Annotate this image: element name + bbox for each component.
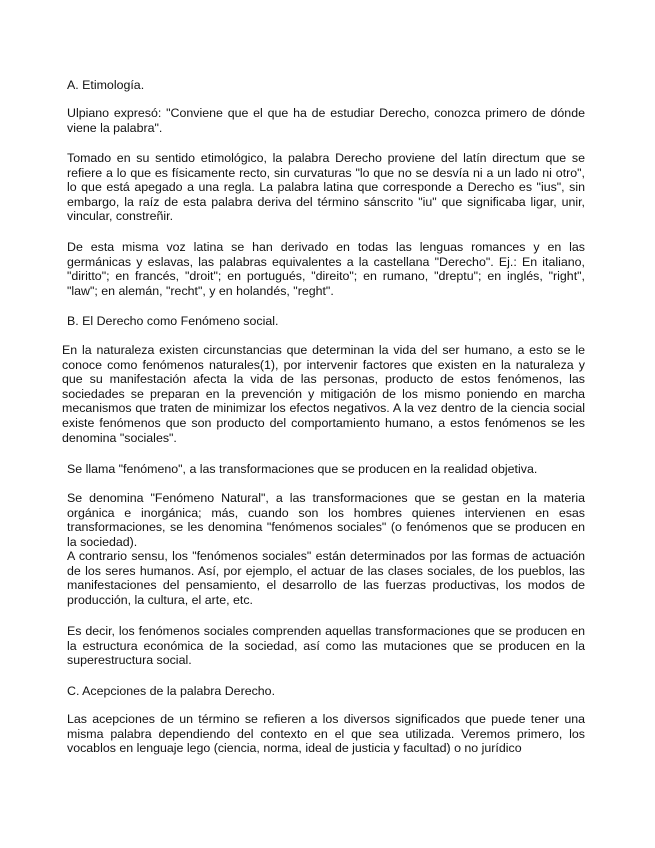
- section-c-heading: C. Acepciones de la palabra Derecho.: [67, 684, 276, 698]
- section-a-heading: A. Etimología.: [67, 78, 145, 92]
- paragraph-es-decir: Es decir, los fenómenos sociales comprenden aquellas transformaciones que se producen en la estructura económica de la sociedad, así como las mutaciones que se producen en la superestructura social.: [67, 624, 585, 668]
- paragraph-fenomeno-natural: Se denomina "Fenómeno Natural", a las transformaciones que se gestan en la materia orgánica e inorgánica; más, cuando son los hombres quienes intervienen en esas transformaciones, se les denomina "fenómenos sociales" (o fenómenos que se producen en la sociedad).: [67, 491, 585, 549]
- paragraph-fenomeno: Se llama "fenómeno", a las transformaciones que se producen en la realidad objetiva.: [67, 462, 538, 476]
- paragraph-ulpiano: Ulpiano expresó: "Conviene que el que ha de estudiar Derecho, conozca primero de dónde viene la palabra".: [67, 106, 585, 135]
- paragraph-lenguas: De esta misma voz latina se han derivado en todas las lenguas romances y en las germánicas y eslavas, las palabras equivalentes a la castellana "Derecho". Ej.: En italiano, "diritto"; en francés, "droit"; en portugués, "direito"; en rumano, "dreptu"; en inglés, "right", "law"; en alemán, "recht", y en holandés, "reght".: [67, 240, 585, 298]
- paragraph-etimologico: Tomado en su sentido etimológico, la palabra Derecho proviene del latín directum que se refiere a lo que es físicamente recto, sin curvaturas "lo que no se desvía ni a un lado ni otro", lo que está apegado a una regla. La palabra latina que corresponde a Derecho es "ius", sin embargo, la raíz de esta palabra deriva del término sánscrito "iu" que significaba ligar, unir, vincular, constreñir.: [67, 151, 585, 224]
- paragraph-naturaleza: En la naturaleza existen circunstancias que determinan la vida del ser humano, a esto se le conoce como fenómenos naturales(1), por intervenir factores que existen en la naturaleza y que su manifestación afecta la vida de las personas, producto de estos fenómenos, las sociedades se preparan en la prevención y mitigación de los mismo poniendo en marcha mecanismos que traten de minimizar los efectos negativos. A la vez dentro de la ciencia social existe fenómenos que son producto del comportamiento humano, a estos fenómenos se les denomina "sociales".: [62, 343, 585, 445]
- paragraph-acepciones: Las acepciones de un término se refieren a los diversos significados que puede tener una misma palabra dependiendo del contexto en el que sea utilizada. Veremos primero, los vocablos en lenguaje lego (ciencia, norma, ideal de justicia y facultad) o no jurídico: [67, 712, 585, 756]
- section-b-heading: B. El Derecho como Fenómeno social.: [67, 314, 279, 328]
- paragraph-contrario-sensu: A contrario sensu, los "fenómenos sociales" están determinados por las formas de actuación de los seres humanos. Así, por ejemplo, el actuar de las clases sociales, de los pueblos, las manifestaciones del pensamiento, el desarrollo de las fuerzas productivas, los modos de producción, la cultura, el arte, etc.: [67, 549, 585, 607]
